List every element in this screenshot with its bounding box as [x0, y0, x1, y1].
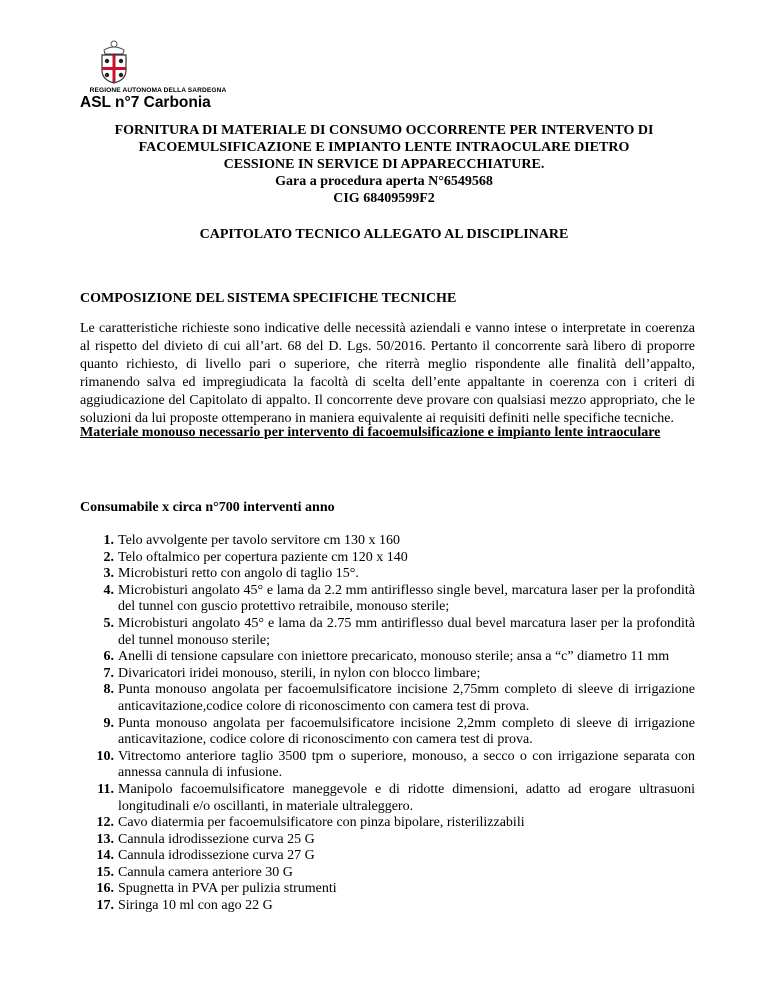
list-item: 11. Manipolo facoemulsificatore maneggevole e di ridotte dimensioni, adatto ad erogare ultrasuoni longitudinali e/o oscillanti, in materiale ultraleggero.	[97, 781, 695, 814]
consumables-heading: Consumabile x circa n°700 interventi anno	[80, 500, 335, 515]
section-heading: COMPOSIZIONE DEL SISTEMA SPECIFICHE TECNICHE	[80, 291, 457, 306]
list-item: 6. Anelli di tensione capsulare con iniettore precaricato, monouso sterile; ansa a “c” diametro 11 mm	[103, 649, 670, 665]
list-item: 16. Spugnetta in PVA per pulizia strumenti	[96, 881, 337, 897]
list-item: 14. Cannula idrodissezione curva 27 G	[96, 848, 315, 864]
title-line: CESSIONE IN SERVICE DI APPARECCHIATURE.	[223, 157, 545, 172]
list-item: 3. Microbisturi retto con angolo di taglio 15°.	[103, 566, 359, 582]
list-item: 12. Cavo diatermia per facoemulsificatore con pinza bipolare, risterilizzabili	[96, 815, 525, 831]
list-item: 9. Punta monouso angolata per facoemulsificatore incisione 2,2mm completo di sleeve di irrigazione anticavitazione, codice colore di riconoscimento con camera test di prova.	[103, 715, 695, 748]
list-item: 1. Telo avvolgente per tavolo servitore cm 130 x 160	[103, 533, 401, 548]
asl-name: ASL n°7 Carbonia	[80, 94, 211, 111]
document-title	[60, 122, 708, 207]
list-item: 4. Microbisturi angolato 45° e lama da 2.2 mm antiriflesso single bevel, marcatura laser per la profondità del tunnel con guscio protettivo retraibile, monouso sterile;	[103, 582, 695, 615]
materials-heading: Materiale monouso necessario per intervento di facoemulsificazione e impianto lente intraoculare	[80, 425, 661, 440]
document-subtitle: CAPITOLATO TECNICO ALLEGATO AL DISCIPLINARE	[199, 227, 569, 242]
list-item: 2. Telo oftalmico per copertura paziente cm 120 x 140	[103, 549, 408, 565]
region-name: REGIONE AUTONOMA DELLA SARDEGNA	[89, 87, 227, 94]
list-item: 10. Vitrectomo anteriore taglio 3500 tpm o superiore, monouso, a secco o con irrigazione separata con annessa cannula di infusione.	[96, 748, 695, 781]
title-line: FACOEMULSIFICAZIONE E IMPIANTO LENTE INTRAOCULARE DIETRO	[138, 140, 630, 155]
cig-code: CIG 68409599F2	[333, 191, 435, 206]
list-item: 13. Cannula idrodissezione curva 25 G	[96, 831, 315, 847]
list-item: 17. Siringa 10 ml con ago 22 G	[96, 898, 273, 914]
list-item: 7. Divaricatori iridei monouso, sterili, in nylon con blocco limbare;	[103, 665, 481, 681]
tender-number: Gara a procedura aperta N°6549568	[275, 174, 493, 189]
intro-paragraph: Le caratteristiche richieste sono indicative delle necessità aziendali e vanno intese o interpretate in coerenza al rispetto del divieto di cui all’art. 68 del D. Lgs. 50/2016. Pertanto il concorrente sarà libero di proporre quanto richiesto, di livello pari o superiore, che riterrà meglio rispondente alle finalità dell’appalto, rimanendo salva ed impregiudicata la facoltà di scelta dell’ente appaltante in coerenza con i criteri di aggiudicazione del Capitolato di appalto. Il concorrente deve provare con qualsiasi mezzo appropriato, che le soluzioni da lui proposte ottemperano in maniera equivalente ai requisiti definiti nelle specifiche tecniche.	[80, 321, 695, 426]
list-item: 15. Cannula camera anteriore 30 G	[96, 864, 293, 880]
list-item: 8. Punta monouso angolata per facoemulsificatore incisione 2,75mm completo di sleeve di irrigazione anticavitazione,codice colore di riconoscimento con camera test di prova.	[103, 682, 695, 714]
sardinia-coat-of-arms-icon	[96, 40, 132, 84]
consumables-list	[80, 533, 695, 915]
list-item: 5. Microbisturi angolato 45° e lama da 2.75 mm antiriflesso dual bevel marcatura laser per la profondità del tunnel monouso sterile;	[103, 615, 695, 648]
title-line: FORNITURA DI MATERIALE DI CONSUMO OCCORRENTE PER INTERVENTO DI	[114, 123, 654, 138]
